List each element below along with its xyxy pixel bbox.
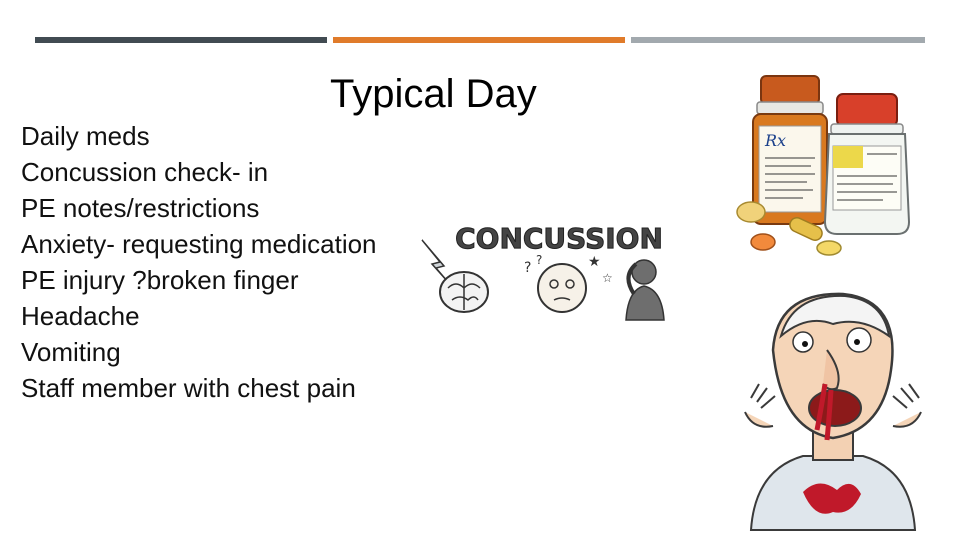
rx-label: Rx [765,131,787,150]
concussion-banner: CONCUSSION [455,222,663,255]
accent-bar-dark [35,37,327,43]
svg-text:?: ? [524,260,532,276]
svg-text:☆: ☆ [602,271,613,285]
list-item: Daily meds [21,121,150,151]
list-item: Vomiting [21,337,121,367]
task-list [21,118,421,406]
medicine-bottles-icon [733,72,921,262]
svg-text:?: ? [536,253,543,267]
concussion-icon [412,210,677,325]
nosebleed-cartoon-icon [733,280,933,535]
list-item: Staff member with chest pain [21,373,356,403]
list-item: PE injury ?broken finger [21,265,299,295]
list-item: PE notes/restrictions [21,193,260,223]
list-item: Concussion check- in [21,157,269,187]
list-item: Headache [21,301,140,331]
list-item: Anxiety- requesting medication [21,229,377,259]
accent-bar-gray [631,37,925,43]
accent-bar-orange [333,37,625,43]
slide-title: Typical Day [330,72,537,116]
svg-text:★: ★ [588,254,601,270]
